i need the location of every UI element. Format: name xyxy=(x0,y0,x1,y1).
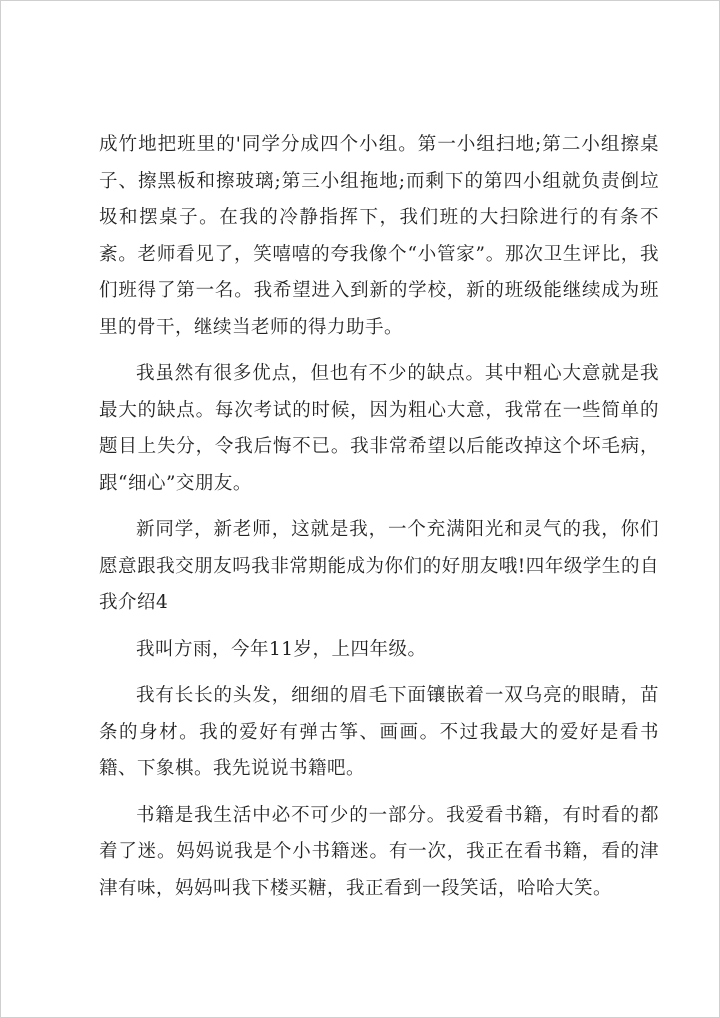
paragraph-3: 新同学，新老师，这就是我，一个充满阳光和灵气的我，你们愿意跟我交朋友吗我非常期能成为你们的好朋友哦!四年级学生的自我介绍4 xyxy=(99,519,659,613)
paragraph-gap xyxy=(99,622,659,632)
paragraph-6: 书籍是我生活中必不可少的一部分。我爱看书籍，有时看的都着了迷。妈妈说我是个小书籍迷。有一次，我正在看书籍，看的津津有味，妈妈叫我下楼买糖，我正看到一段笑话，哈哈大笑。 xyxy=(99,804,659,899)
paragraph-gap xyxy=(99,502,659,512)
document-body xyxy=(99,127,659,907)
paragraph-gap xyxy=(99,788,659,798)
paragraph-4: 我叫方雨，今年11岁，上四年级。 xyxy=(136,638,427,660)
paragraph-gap xyxy=(99,668,659,678)
paragraph-2: 我虽然有很多优点，但也有不少的缺点。其中粗心大意就是我最大的缺点。每次考试的时候，因为粗心大意，我常在一些简单的题目上失分，令我后悔不已。我非常希望以后能改掉这个坏毛病，跟“细心”交朋友。 xyxy=(99,363,659,494)
paragraph-1: 成竹地把班里的'同学分成四个小组。第一小组扫地;第二小组擦桌子、擦黑板和擦玻璃;第三小组拖地;而剩下的第四小组就负责倒垃圾和摆桌子。在我的冷静指挥下，我们班的大扫除进行的有条不紊。老师看见了，笑嘻嘻的夸我像个“小管家”。那次卫生评比，我们班得了第一名。我希望进入到新的学校，新的班级能继续成为班里的骨干，继续当老师的得力助手。 xyxy=(99,134,659,338)
paragraph-gap xyxy=(99,346,659,356)
paragraph-5: 我有长长的头发，细细的眉毛下面镶嵌着一双乌亮的眼睛，苗条的身材。我的爱好有弹古筝、画画。不过我最大的爱好是看书籍、下象棋。我先说说书籍吧。 xyxy=(99,685,659,779)
